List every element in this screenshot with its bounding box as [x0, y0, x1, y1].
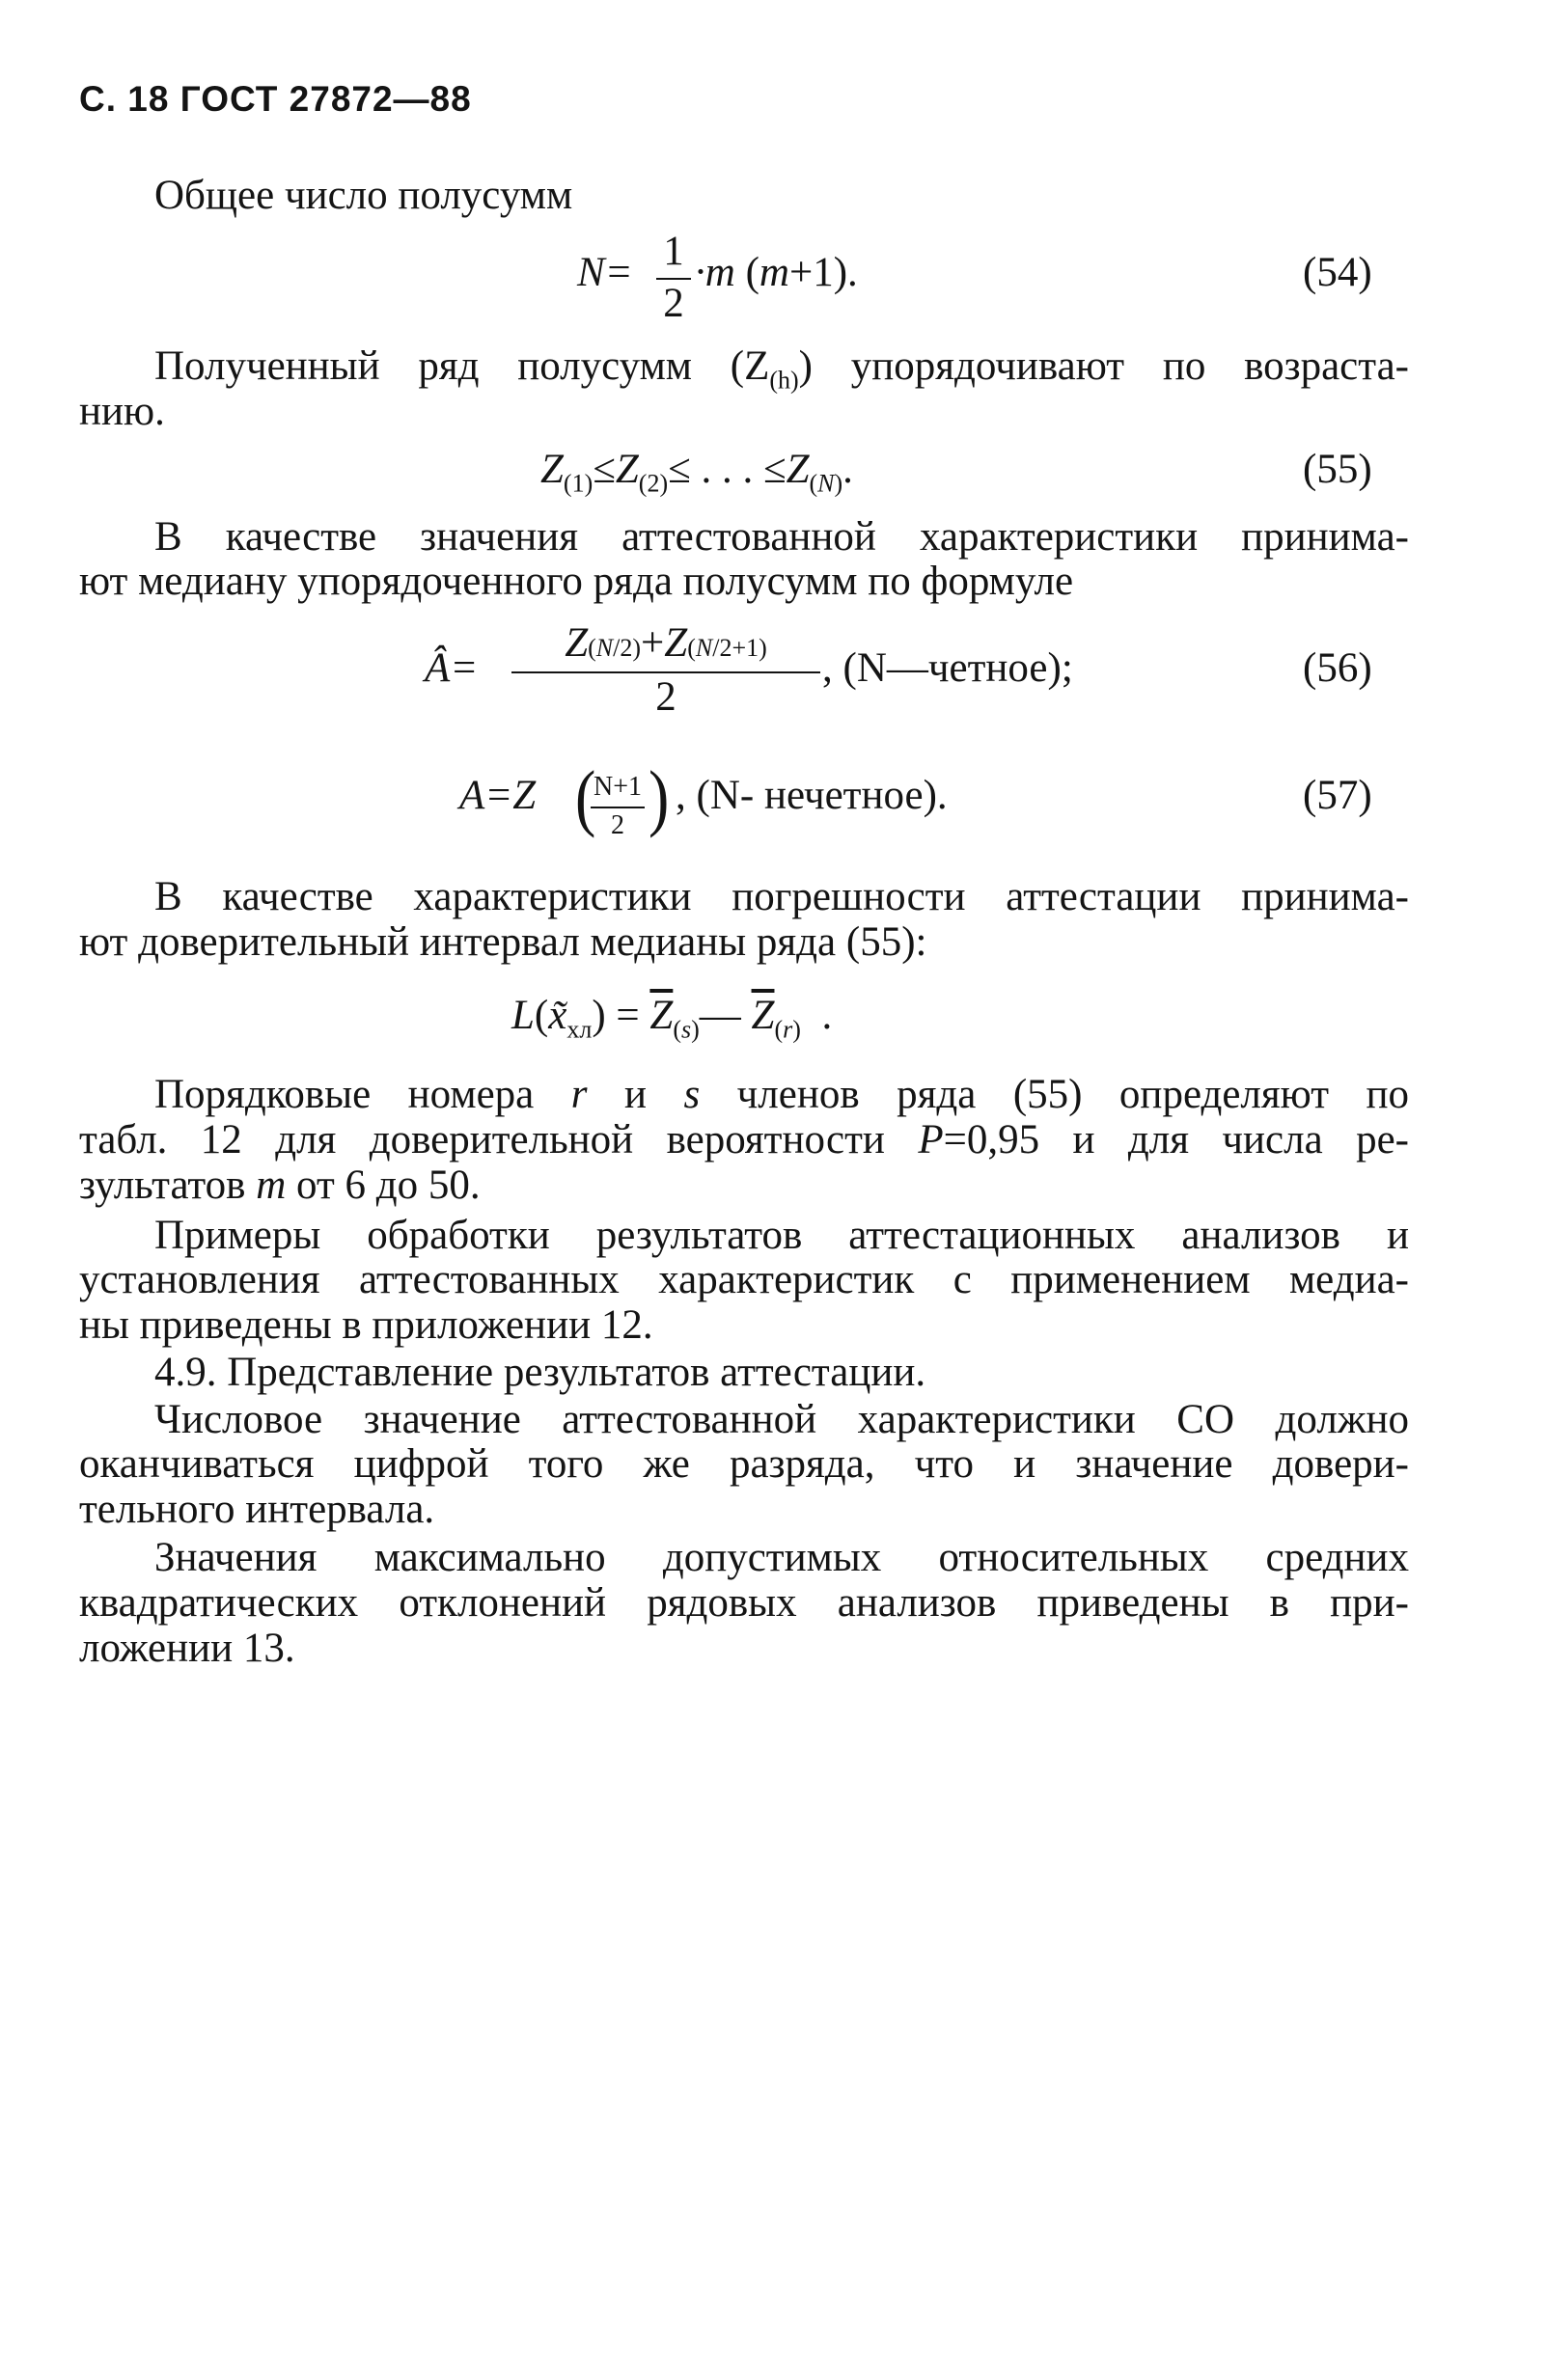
- eq57-numerator: N+1: [593, 772, 642, 802]
- paragraph-numeric-line2: оканчиваться цифрой того же разряда, что и значение довери-: [79, 1441, 1409, 1487]
- paragraph-examples-line2: установления аттестованных характеристик с применением медиа-: [79, 1257, 1409, 1302]
- eq57-left-paren: (: [575, 755, 596, 838]
- eq54-lhs: N=: [577, 250, 633, 295]
- eq56-lhs: Â=: [425, 645, 479, 691]
- eq57-condition: , (N- нечетное).: [676, 773, 948, 818]
- section-4-9-heading: 4.9. Представление результатов аттестации.: [154, 1350, 926, 1395]
- eq55-formula: $Z_{(1)}\le Z_{(2)}\le$ . . . $\le Z_{(N)}$.: [540, 447, 853, 498]
- paragraph-error-line2: ют доверительный интервал медианы ряда (55):: [79, 919, 927, 965]
- eq57-lhs: A=Z: [459, 773, 537, 818]
- eq57-right-paren: ): [649, 755, 670, 838]
- eq57-number: (57): [1303, 773, 1372, 818]
- eq57-denominator: 2: [611, 810, 624, 840]
- paragraph-numeric-line1: Числовое значение аттестованной характеристики СО должно: [154, 1397, 1409, 1442]
- eq54-numerator: 1: [663, 229, 684, 274]
- eq54-rhs: ·m (m+1).: [695, 250, 858, 295]
- eq54-number: (54): [1303, 250, 1372, 295]
- eq54-denominator: 2: [663, 281, 684, 326]
- paragraph-numeric-line3: тельного интервала.: [79, 1487, 435, 1532]
- paragraph-sorted-line1: Полученный ряд полусумм $(Z_{(h)})$ упорядочивают по возраста-: [154, 343, 1409, 395]
- paragraph-order-line3: зультатов m от 6 до 50.: [79, 1163, 481, 1208]
- paragraph-sorted-line2: нию.: [79, 389, 165, 434]
- paragraph-order-line2: табл. 12 для доверительной вероятности P=0,95 и для числа ре-: [79, 1117, 1409, 1163]
- paragraph-deviations-line1: Значения максимально допустимых относительных средних: [154, 1535, 1409, 1580]
- eq57-fraction-bar: [591, 807, 645, 808]
- eq56-number: (56): [1303, 645, 1372, 691]
- eq56-numerator: Z(N/2)+Z(N/2+1): [565, 620, 767, 666]
- paragraph-order-line1: Порядковые номера r и s членов ряда (55) определяют по: [154, 1072, 1409, 1117]
- eq56-condition: , (N—четное);: [822, 645, 1073, 691]
- paragraph-error-line1: В качестве характеристики погрешности аттестации принима-: [154, 874, 1409, 919]
- page-header: С. 18 ГОСТ 27872—88: [79, 79, 472, 119]
- paragraph-examples-line3: ны приведены в приложении 12.: [79, 1302, 653, 1348]
- eq58-formula: $L(x̃_{хл})$ = $\overline{Z}_{(s)}—$ $\overline{Z}_{(r)}$ .: [511, 993, 833, 1044]
- eq55-number: (55): [1303, 447, 1372, 492]
- paragraph-examples-line1: Примеры обработки результатов аттестационных анализов и: [154, 1213, 1409, 1258]
- eq56-denominator: 2: [655, 674, 676, 720]
- paragraph-median-line1: В качестве значения аттестованной характеристики принима-: [154, 514, 1409, 560]
- paragraph-deviations-line2: квадратических отклонений рядовых анализов приведены в при-: [79, 1580, 1409, 1626]
- paragraph-total-halfsums: Общее число полусумм: [154, 173, 573, 218]
- paragraph-median-line2: ют медиану упорядоченного ряда полусумм по формуле: [79, 559, 1074, 604]
- paragraph-deviations-line3: ложении 13.: [79, 1626, 295, 1671]
